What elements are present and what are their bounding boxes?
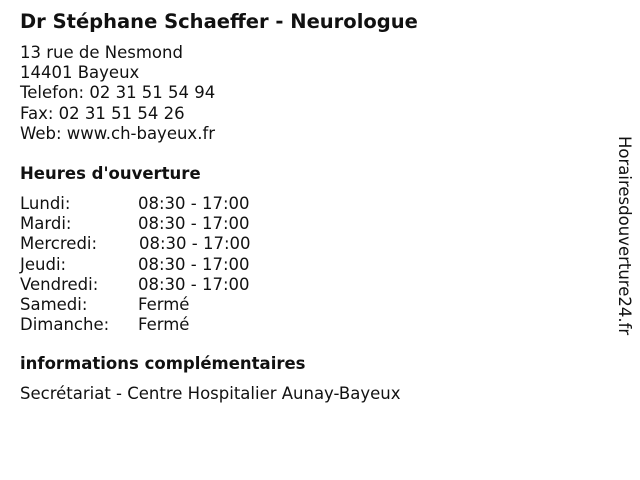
opening-hours-heading: Heures d'ouverture xyxy=(20,164,201,183)
time-value: 08:30 - 17:00 xyxy=(139,234,251,254)
site-watermark: Horairesdouverture24.fr xyxy=(615,136,634,336)
page-title: Dr Stéphane Schaeffer - Neurologue xyxy=(20,10,418,33)
website: Web: www.ch-bayeux.fr xyxy=(20,123,216,143)
time-value: 08:30 - 17:00 xyxy=(138,214,250,234)
time-value: 08:30 - 17:00 xyxy=(138,254,250,274)
day-label: Samedi: xyxy=(20,294,88,314)
day-label: Mercredi: xyxy=(20,234,98,254)
additional-info-text: Secrétariat - Centre Hospitalier Aunay-Bayeux xyxy=(20,384,401,403)
address-block xyxy=(20,43,215,144)
additional-info-heading: informations complémentaires xyxy=(20,354,306,373)
time-value: 08:30 - 17:00 xyxy=(138,274,250,294)
day-label: Mardi: xyxy=(20,214,72,234)
day-label: Lundi: xyxy=(20,194,71,213)
day-label: Dimanche: xyxy=(20,315,110,335)
phone-number: Telefon: 02 31 51 54 94 xyxy=(20,83,216,103)
time-value: Fermé xyxy=(138,315,190,335)
day-label: Vendredi: xyxy=(20,274,99,294)
city-postal: 14401 Bayeux xyxy=(20,63,140,83)
day-label: Jeudi: xyxy=(20,254,67,274)
time-value: Fermé xyxy=(138,294,190,314)
time-value: 08:30 - 17:00 xyxy=(138,194,250,213)
street-address: 13 rue de Nesmond xyxy=(20,43,183,62)
fax-number: Fax: 02 31 51 54 26 xyxy=(20,103,185,123)
